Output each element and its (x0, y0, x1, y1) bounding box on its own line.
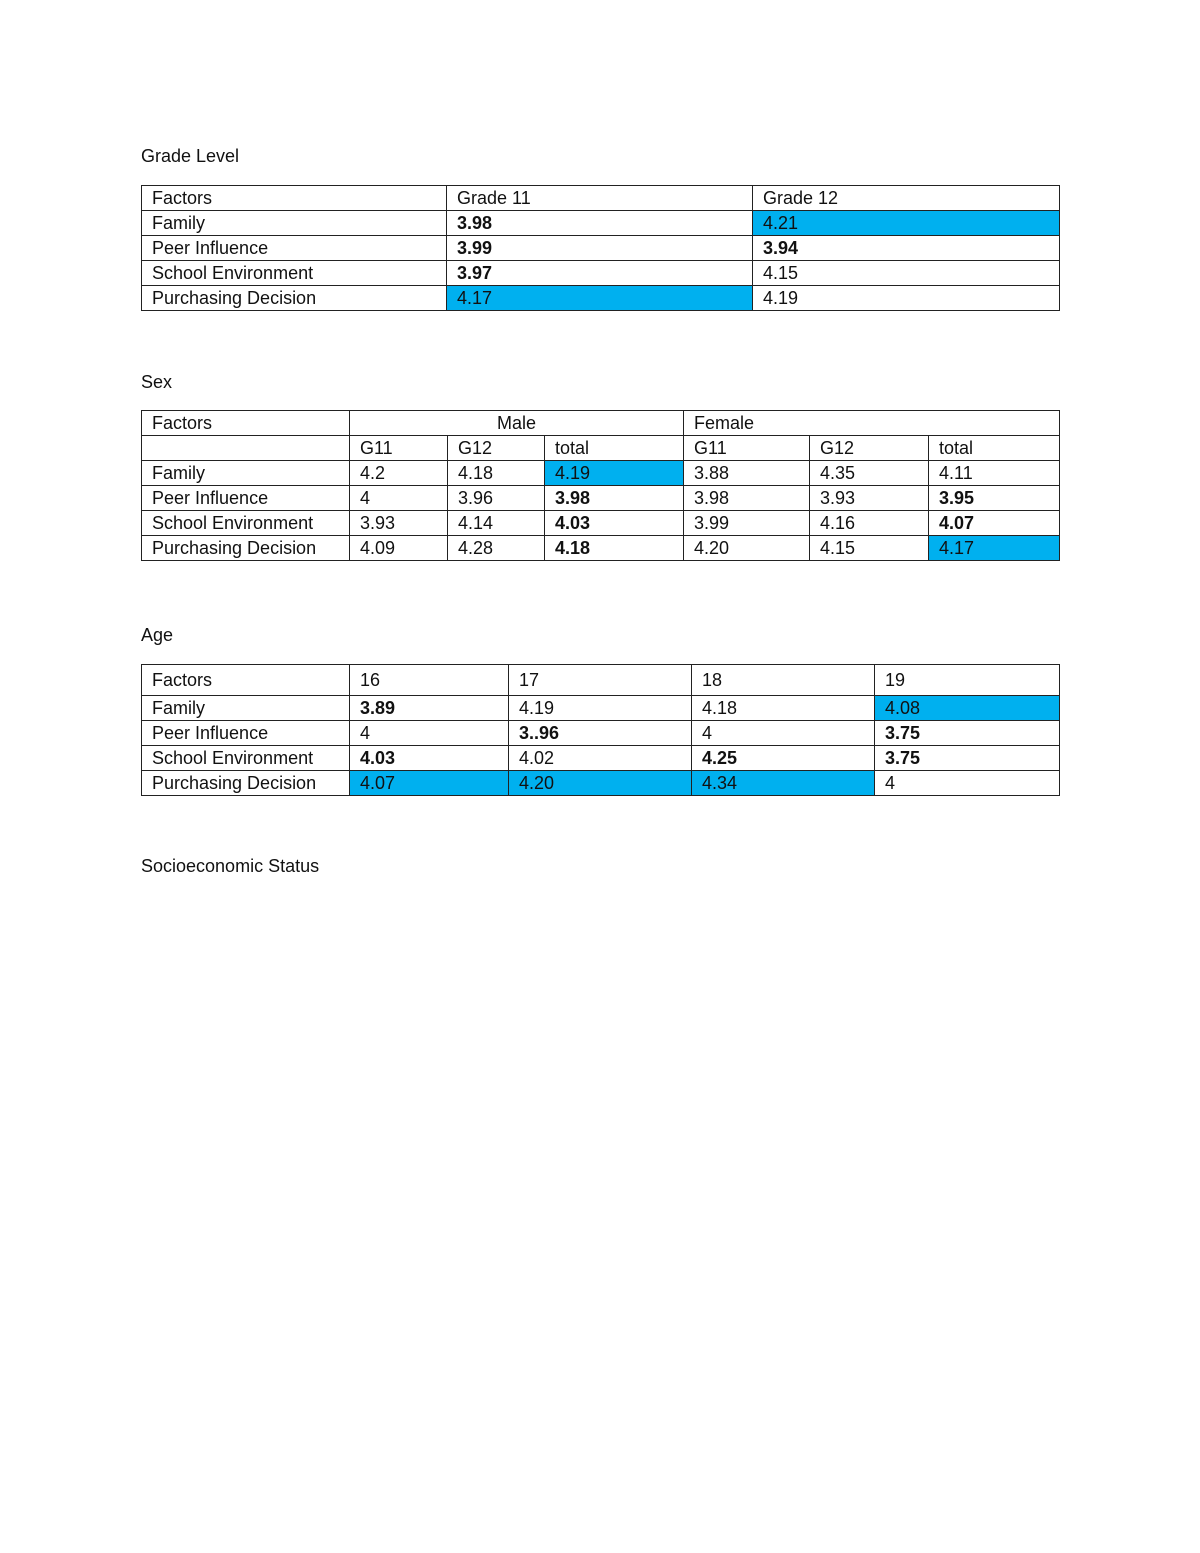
value-cell: 4.2 (350, 461, 448, 486)
value-cell: 4.35 (810, 461, 929, 486)
value-cell: 4.15 (810, 536, 929, 561)
header-cell: 19 (875, 665, 1060, 696)
table-row (142, 771, 1060, 796)
value-cell: 3.98 (447, 211, 753, 236)
subheader-cell: total (929, 436, 1060, 461)
value-cell: 4.20 (509, 771, 692, 796)
factor-cell: Peer Influence (142, 236, 447, 261)
subheader-cell: total (545, 436, 684, 461)
table-header-row (142, 665, 1060, 696)
sex-table (141, 410, 1060, 561)
table-row (142, 486, 1060, 511)
header-cell: 18 (692, 665, 875, 696)
value-cell: 4.18 (692, 696, 875, 721)
factor-cell: School Environment (142, 746, 350, 771)
value-cell: 4.34 (692, 771, 875, 796)
value-cell: 3.98 (684, 486, 810, 511)
socioeconomic-heading: Socioeconomic Status (141, 856, 320, 876)
value-cell: 3.96 (448, 486, 545, 511)
value-cell: 3.93 (810, 486, 929, 511)
value-cell: 3.93 (350, 511, 448, 536)
value-cell: 4.16 (810, 511, 929, 536)
value-cell: 4.18 (448, 461, 545, 486)
value-cell: 3.88 (684, 461, 810, 486)
header-cell: 16 (350, 665, 509, 696)
sex-heading: Sex (141, 372, 173, 392)
value-cell: 3.89 (350, 696, 509, 721)
value-cell: 4 (692, 721, 875, 746)
value-cell: 4.17 (447, 286, 753, 311)
value-cell: 3.97 (447, 261, 753, 286)
value-cell: 4.18 (545, 536, 684, 561)
grade-level-heading: Grade Level (141, 146, 240, 166)
value-cell: 3..96 (509, 721, 692, 746)
table-subheader-row (142, 436, 1060, 461)
value-cell: 4.14 (448, 511, 545, 536)
value-cell: 4.03 (350, 746, 509, 771)
header-cell: Factors (142, 665, 350, 696)
factor-cell: School Environment (142, 511, 350, 536)
factor-cell: School Environment (142, 261, 447, 286)
value-cell: 4.15 (753, 261, 1060, 286)
header-cell-female: Female (684, 411, 1060, 436)
table-row (142, 286, 1060, 311)
value-cell: 3.99 (447, 236, 753, 261)
value-cell: 4.28 (448, 536, 545, 561)
table-row (142, 746, 1060, 771)
factor-cell: Family (142, 461, 350, 486)
header-cell: 17 (509, 665, 692, 696)
factor-cell: Purchasing Decision (142, 286, 447, 311)
factor-cell: Peer Influence (142, 721, 350, 746)
value-cell: 4.19 (545, 461, 684, 486)
value-cell: 4 (875, 771, 1060, 796)
value-cell: 3.75 (875, 746, 1060, 771)
header-cell: Grade 12 (753, 186, 1060, 211)
value-cell: 4.02 (509, 746, 692, 771)
value-cell: 4.19 (753, 286, 1060, 311)
factor-cell: Purchasing Decision (142, 771, 350, 796)
factor-cell: Purchasing Decision (142, 536, 350, 561)
value-cell: 4.20 (684, 536, 810, 561)
table-row (142, 696, 1060, 721)
header-cell: Factors (142, 186, 447, 211)
value-cell: 4.07 (350, 771, 509, 796)
value-cell: 4.03 (545, 511, 684, 536)
table-row (142, 511, 1060, 536)
value-cell: 4.11 (929, 461, 1060, 486)
age-table (141, 664, 1060, 796)
grade-level-table (141, 185, 1060, 311)
subheader-cell: G11 (350, 436, 448, 461)
value-cell: 4.09 (350, 536, 448, 561)
value-cell: 3.75 (875, 721, 1060, 746)
value-cell: 3.99 (684, 511, 810, 536)
table-row (142, 721, 1060, 746)
value-cell: 4.21 (753, 211, 1060, 236)
value-cell: 4 (350, 721, 509, 746)
table-row (142, 536, 1060, 561)
value-cell: 4.07 (929, 511, 1060, 536)
value-cell: 4.17 (929, 536, 1060, 561)
table-row (142, 211, 1060, 236)
table-row (142, 461, 1060, 486)
value-cell: 3.94 (753, 236, 1060, 261)
table-row (142, 261, 1060, 286)
factor-cell: Family (142, 696, 350, 721)
subheader-cell: G12 (810, 436, 929, 461)
table-header-row (142, 411, 1060, 436)
age-heading: Age (141, 625, 174, 645)
value-cell: 4.08 (875, 696, 1060, 721)
header-cell-male: Male (350, 411, 684, 436)
header-cell: Factors (142, 411, 350, 436)
factor-cell: Peer Influence (142, 486, 350, 511)
value-cell: 3.98 (545, 486, 684, 511)
table-header-row (142, 186, 1060, 211)
subheader-cell: G12 (448, 436, 545, 461)
table-row (142, 236, 1060, 261)
value-cell: 4 (350, 486, 448, 511)
empty-cell (142, 436, 350, 461)
factor-cell: Family (142, 211, 447, 236)
value-cell: 4.19 (509, 696, 692, 721)
value-cell: 3.95 (929, 486, 1060, 511)
header-cell: Grade 11 (447, 186, 753, 211)
subheader-cell: G11 (684, 436, 810, 461)
value-cell: 4.25 (692, 746, 875, 771)
